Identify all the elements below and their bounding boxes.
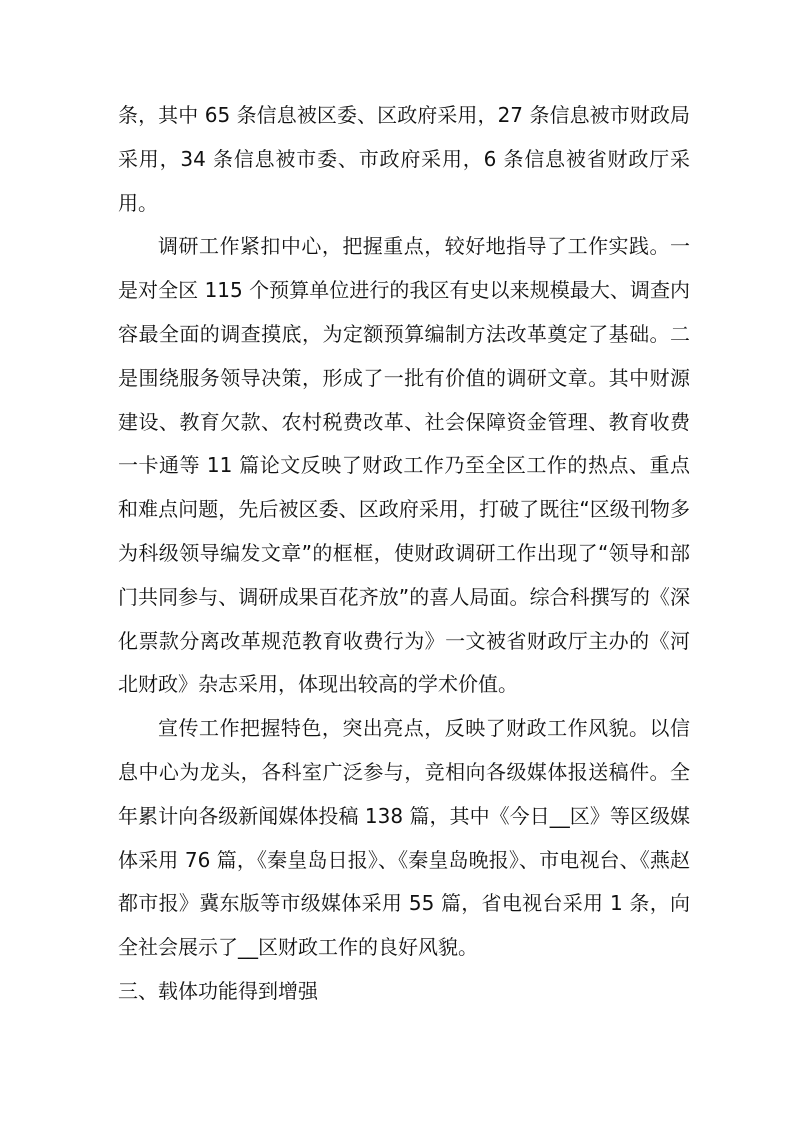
paragraph-research: 调研工作紧扣中心，把握重点，较好地指导了工作实践。一是对全区 115 个预算单位进行的我区有史以来规模最大、调查内容最全面的调查摸底，为定额预算编制方法改革奠定了基础。二是围绕服务领导决策，形成了一批有价值的调研文章。其中财源建设、教育欠款、农村税费改革、社会保障资金管理、教育收费一卡通等 11 篇论文反映了财政工作乃至全区工作的热点、重点和难点问题，先后被区委、区政府采用，打破了既往“区级刊物多为科级领导编发文章”的框框，使财政调研工作出现了“领导和部门共同参与、调研成果百花齐放”的喜人局面。综合科撰写的《深化票款分离改革规范教育收费行为》一文被省财政厅主办的《河北财政》杂志采用，体现出较高的学术价值。 [118, 234, 690, 697]
paragraph-continuation: 条，其中 65 条信息被区委、区政府采用，27 条信息被市财政局采用，34 条信息被市委、市政府采用，6 条信息被省财政厅采用。 [118, 103, 690, 215]
document-page [118, 94, 690, 1014]
section-heading: 三、载体功能得到增强 [118, 978, 318, 1003]
paragraph-publicity: 宣传工作把握特色，突出亮点，反映了财政工作风貌。以信息中心为龙头，各科室广泛参与，竞相向各级媒体报送稿件。全年累计向各级新闻媒体投稿 138 篇，其中《今日__区》等区级媒体采用 76 篇，《秦皇岛日报》、《秦皇岛晚报》、市电视台、《燕赵都市报》冀东版等市级媒体采用 55 篇，省电视台采用 1 条，向全社会展示了__区财政工作的良好风貌。 [118, 716, 690, 960]
